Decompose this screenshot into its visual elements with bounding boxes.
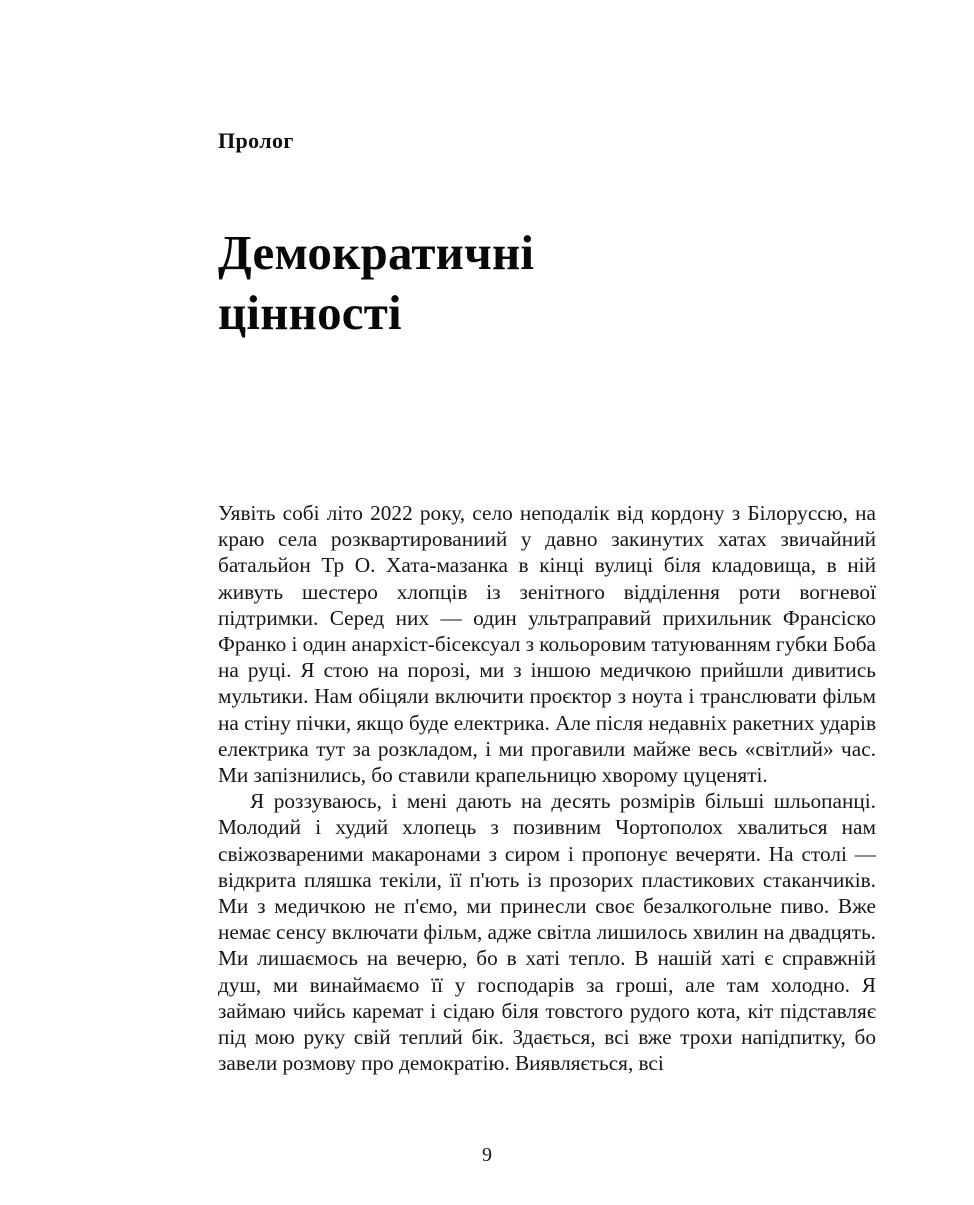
chapter-title-line-1: Демократичні (218, 224, 535, 280)
chapter-title (218, 223, 778, 343)
chapter-title-line-2: цінності (218, 284, 402, 340)
page-number: 9 (482, 1144, 492, 1166)
page-text-block (218, 0, 876, 1205)
prologue-kicker: Пролог (218, 128, 294, 153)
paragraph-2: Я роззуваюсь, і мені дають на десять розмірів більші шльопанці. Молодий і худий хлопець з позивним Чортополох хвалиться нам свіжозвареними макаронами з сиром і пропонує вечеряти. На столі — відкрита пляшка текіли, її п'ють із прозорих пластикових стаканчиків. Ми з медичкою не п'ємо, ми принесли своє безалкогольне пиво. Вже немає сенсу включати фільм, адже світла лишилось хвилин на двадцять. Ми лишаємось на вечерю, бо в хаті тепло. В нашій хаті є справжній душ, ми винаймаємо її у господарів за гроші, але там холодно. Я займаю чийсь каремат і сідаю біля товстого рудого кота, кіт підставляє під мою руку свій теплий бік. Здається, всі вже трохи напідпитку, бо завели розмову про демократію. Виявляється, всі (218, 789, 876, 1076)
paragraph-1: Уявіть собі літо 2022 року, село неподалік від кордону з Білоруссю, на краю села розквартированиий у давно закинутих хатах звичайний батальйон Тр О. Хата-мазанка в кінці вулиці біля кладовища, в ній живуть шестеро хлопців із зенітного відділення роти вогневої підтримки. Серед них — один ультраправий прихильник Франсіско Франко і один анархіст-бісексуал з кольоровим татуюванням губки Боба на руці. Я стою на порозі, ми з іншою медичкою прийшли дивитись мультики. Нам обіцяли включити проєктор з ноута і транслювати фільм на стіну пічки, якщо буде електрика. Але після недавніх ракетних ударів електрика тут за розкладом, і ми прогавили майже весь «світлий» час. Ми запізнились, бо ставили крапельницю хворому цуценяті. (218, 501, 876, 788)
body-copy (218, 500, 876, 1076)
